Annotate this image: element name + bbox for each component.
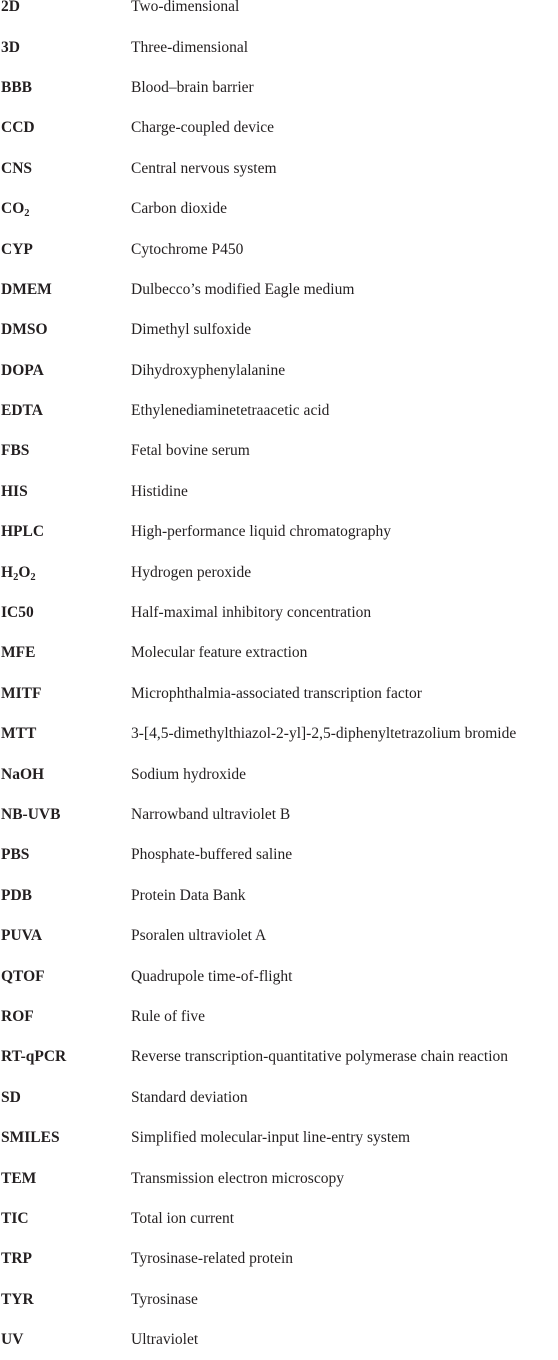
abbreviation-row [0,351,558,391]
definition: Cytochrome P450 [131,240,244,258]
abbreviation-row [0,674,558,714]
abbreviation: HIS [1,482,28,500]
definition: High-performance liquid chromatography [131,523,391,541]
abbreviation: DOPA [1,361,44,379]
abbreviation: HPLC [1,523,45,541]
abbreviation-row [0,795,558,835]
abbreviation: 2D [1,0,20,16]
abbreviation-row [0,229,558,269]
definition: Histidine [131,482,188,500]
abbreviation: PDB [1,886,32,904]
definition: Tyrosinase-related protein [131,1250,294,1268]
abbreviation: DMSO [1,321,48,339]
definition: Molecular feature extraction [131,644,308,662]
abbreviation: EDTA [1,402,43,420]
definition: Ultraviolet [131,1331,199,1349]
definition: Ethylenediaminetetraacetic acid [131,402,330,420]
definition: Two-dimensional [131,0,240,16]
abbreviation: CNS [1,159,33,177]
definition: Three-dimensional [131,38,249,56]
definition: Dihydroxyphenylalanine [131,361,286,379]
subscript: 2 [13,571,19,583]
definition: Dimethyl sulfoxide [131,321,252,339]
abbreviation-part: H [1,563,14,581]
definition: Carbon dioxide [131,200,227,218]
abbreviation: SMILES [1,1129,60,1147]
abbreviation: PUVA [1,927,43,945]
abbreviation-part: O [18,563,31,581]
abbreviation: CYP [1,240,33,258]
abbreviation-part: CO [1,200,25,218]
definition: Blood–brain barrier [131,78,254,96]
definition: Phosphate-buffered saline [131,846,293,864]
abbreviation-row [0,68,558,108]
abbreviation: PBS [1,846,30,864]
abbreviation-row [0,593,558,633]
abbreviation-row [0,714,558,754]
abbreviation: NB-UVB [1,806,61,823]
abbreviation-row [0,27,558,67]
abbreviation-row [0,754,558,794]
abbreviation-row [0,512,558,552]
abbreviation-row [0,149,558,189]
definition: Reverse transcription-quantitative polymerase chain reaction [131,1048,509,1066]
abbreviation-row [0,1158,558,1198]
definition: Total ion current [131,1209,235,1227]
abbreviation: TEM [1,1169,37,1187]
definition: Psoralen ultraviolet A [131,927,267,945]
abbreviation-row [0,431,558,471]
abbreviation: RT-qPCR [1,1048,67,1066]
definition: Quadrupole time-of-flight [131,967,293,985]
definition: Hydrogen peroxide [131,563,252,581]
subscript: 2 [30,571,36,583]
abbreviation-row [0,1118,558,1158]
definition: Half-maximal inhibitory concentration [131,604,372,622]
definition: Transmission electron microscopy [131,1169,344,1187]
abbreviation-row [0,108,558,148]
abbreviation-row [0,270,558,310]
abbreviation: IC50 [1,604,34,622]
abbreviation-row [0,956,558,996]
abbreviation-row [0,1199,558,1239]
abbreviation-row [0,1037,558,1077]
abbreviation-row [0,310,558,350]
definition: Protein Data Bank [131,886,246,904]
abbreviation: MFE [1,644,36,662]
definition: Rule of five [131,1007,206,1025]
abbreviation-row [0,916,558,956]
definition: Standard deviation [131,1088,248,1106]
abbreviation-row [0,189,558,229]
subscript: 2 [24,208,30,220]
abbreviation: QTOF [1,967,45,985]
definition: Fetal bovine serum [131,442,250,460]
abbreviation: CCD [1,119,35,137]
definition: Sodium hydroxide [131,765,246,783]
abbreviation-row [0,997,558,1037]
definition: Dulbecco’s modified Eagle medium [131,280,355,298]
definition: Charge-coupled device [131,119,275,137]
abbreviation-row [0,1239,558,1279]
abbreviation: MTT [1,725,37,743]
abbreviation: TIC [1,1209,29,1227]
abbreviation-row [0,552,558,592]
abbreviation-row [0,472,558,512]
abbreviation: DMEM [1,280,52,298]
abbreviation: FBS [1,442,30,460]
abbreviation-row [0,633,558,673]
abbreviation-row [0,876,558,916]
abbreviation: 3D [1,38,20,56]
abbreviation: TYR [1,1290,34,1308]
abbreviation-row [0,835,558,875]
definition: Microphthalmia-associated transcription factor [131,684,422,702]
abbreviation [0,200,131,218]
abbreviation: UV [1,1331,24,1349]
definition: Central nervous system [131,159,277,177]
abbreviation: ROF [1,1007,34,1025]
abbreviation [0,564,131,582]
abbreviation-row [0,391,558,431]
abbreviation-row [0,1320,558,1360]
abbreviation: NaOH [1,765,45,783]
abbreviation: MITF [1,684,42,702]
abbreviation: BBB [1,78,33,96]
abbreviation-row [0,1078,558,1118]
abbreviation-row [0,1280,558,1320]
abbreviation: SD [1,1088,21,1106]
abbreviation: TRP [1,1250,32,1268]
definition: Simplified molecular-input line-entry system [131,1129,411,1147]
definition: Narrowband ultraviolet B [131,806,291,823]
abbreviation-row [0,0,558,27]
definition: 3-[4,5-dimethylthiazol-2-yl]-2,5-diphenyltetrazolium bromide [131,725,517,743]
definition: Tyrosinase [131,1290,198,1308]
